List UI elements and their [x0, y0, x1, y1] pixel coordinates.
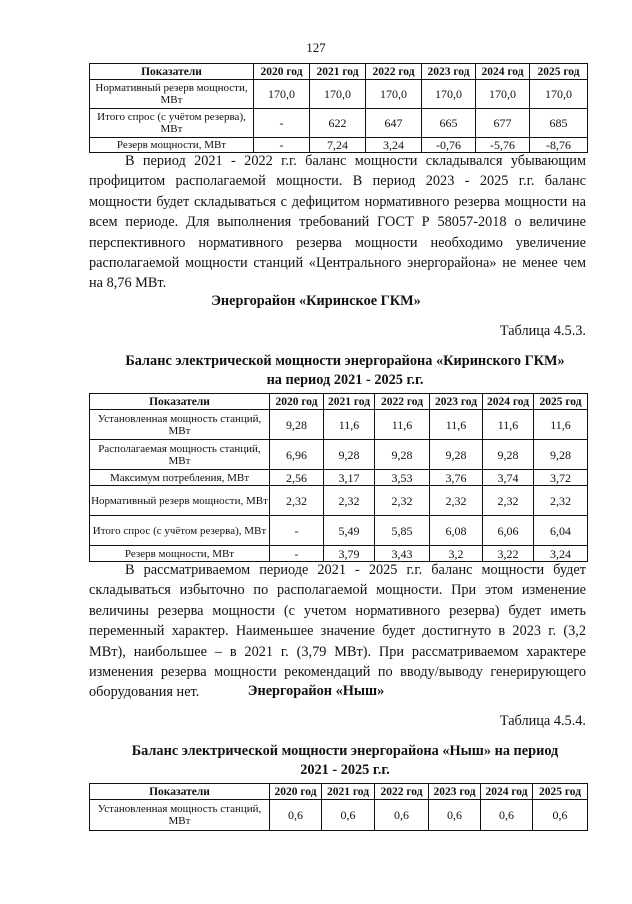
value-cell: -0,76 — [422, 138, 476, 153]
value-cell: - — [270, 516, 324, 546]
header-cell: 2025 год — [534, 394, 588, 410]
value-cell: 0,6 — [375, 800, 429, 831]
value-cell: 0,6 — [270, 800, 322, 831]
value-cell: 685 — [530, 109, 588, 138]
value-cell: 0,6 — [481, 800, 533, 831]
header-cell: 2020 год — [254, 64, 310, 80]
value-cell: 3,43 — [375, 546, 430, 562]
value-cell: 2,32 — [324, 486, 375, 516]
value-cell: 5,49 — [324, 516, 375, 546]
value-cell: 3,24 — [534, 546, 588, 562]
value-cell: 7,24 — [310, 138, 366, 153]
table-header-row — [90, 394, 588, 410]
header-cell: 2020 год — [270, 394, 324, 410]
paragraph-central-conclusion — [89, 151, 586, 294]
header-cell: 2023 год — [429, 784, 481, 800]
header-cell: 2022 год — [375, 784, 429, 800]
paragraph-text: В период 2021 - 2022 г.г. баланс мощности складывался убывающим профицитом располагаемой мощности. В период 2023 - 2025 г.г. баланс мощности будет складываться с дефицитом нормативного резерва мощности на всем периоде. Для выполнения требований ГОСТ Р 58057-2018 о величине перспективного нормативного резерва мощности необходимо увеличение располагаемой мощности станций «Центрального энергорайона» не менее чем на 8,76 МВт. — [89, 153, 586, 292]
value-cell: 0,6 — [322, 800, 375, 831]
value-cell: 3,79 — [324, 546, 375, 562]
value-cell: 2,32 — [430, 486, 483, 516]
value-cell: 9,28 — [324, 440, 375, 470]
value-cell: 3,76 — [430, 470, 483, 486]
header-cell: 2021 год — [324, 394, 375, 410]
value-cell: 6,04 — [534, 516, 588, 546]
value-cell: 0,6 — [533, 800, 588, 831]
header-cell: 2025 год — [533, 784, 588, 800]
value-cell: 2,32 — [483, 486, 534, 516]
value-cell: 3,53 — [375, 470, 430, 486]
value-cell: 665 — [422, 109, 476, 138]
table-label: Таблица 4.5.4. — [499, 713, 586, 729]
row-label: Установленная мощность станций, МВт — [90, 800, 270, 831]
section-heading-kirinskoe: Энергорайон «Киринское ГКМ» — [211, 293, 421, 309]
table-row — [90, 410, 588, 440]
table-row — [90, 80, 588, 109]
row-label: Резерв мощности, МВт — [90, 138, 254, 153]
value-cell: 3,74 — [483, 470, 534, 486]
header-cell: 2020 год — [270, 784, 322, 800]
value-cell: 170,0 — [476, 80, 530, 109]
header-cell: 2023 год — [422, 64, 476, 80]
table-label: Таблица 4.5.3. — [499, 323, 586, 339]
value-cell: 9,28 — [534, 440, 588, 470]
value-cell: 170,0 — [254, 80, 310, 109]
value-cell: 5,85 — [375, 516, 430, 546]
table-title-line: 2021 - 2025 г.г. — [300, 762, 390, 778]
value-cell: 6,08 — [430, 516, 483, 546]
value-cell: 170,0 — [310, 80, 366, 109]
table-nysh-balance — [89, 783, 588, 831]
header-cell: Показатели — [90, 64, 254, 80]
value-cell: 170,0 — [422, 80, 476, 109]
value-cell: 2,32 — [270, 486, 324, 516]
header-cell: 2025 год — [530, 64, 588, 80]
value-cell: 6,96 — [270, 440, 324, 470]
value-cell: 6,06 — [483, 516, 534, 546]
value-cell: -8,76 — [530, 138, 588, 153]
value-cell: 647 — [366, 109, 422, 138]
table-row — [90, 109, 588, 138]
table-title-line: Баланс электрической мощности энергорайона «Киринского ГКМ» — [125, 353, 565, 369]
table-central-balance — [89, 63, 588, 153]
value-cell: 170,0 — [366, 80, 422, 109]
value-cell: 2,32 — [534, 486, 588, 516]
table-title — [100, 352, 590, 390]
value-cell: 3,2 — [430, 546, 483, 562]
value-cell: - — [254, 109, 310, 138]
table-header-row — [90, 784, 588, 800]
value-cell: 11,6 — [375, 410, 430, 440]
row-label: Резерв мощности, МВт — [90, 546, 270, 562]
table-title-line: на период 2021 - 2025 г.г. — [266, 372, 424, 388]
value-cell: 3,22 — [483, 546, 534, 562]
value-cell: - — [270, 546, 324, 562]
value-cell: 9,28 — [430, 440, 483, 470]
table-row — [90, 470, 588, 486]
header-cell: 2024 год — [483, 394, 534, 410]
value-cell: 9,28 — [483, 440, 534, 470]
value-cell: 3,24 — [366, 138, 422, 153]
row-label: Нормативный резерв мощности, МВт — [90, 80, 254, 109]
value-cell: - — [254, 138, 310, 153]
header-cell: 2024 год — [476, 64, 530, 80]
row-label: Располагаемая мощность станций, МВт — [90, 440, 270, 470]
table-row — [90, 516, 588, 546]
value-cell: 3,17 — [324, 470, 375, 486]
header-cell: 2021 год — [322, 784, 375, 800]
row-label: Нормативный резерв мощности, МВт — [90, 486, 270, 516]
value-cell: 11,6 — [483, 410, 534, 440]
header-cell: 2022 год — [375, 394, 430, 410]
row-label: Установленная мощность станций, МВт — [90, 410, 270, 440]
value-cell: 622 — [310, 109, 366, 138]
table-title — [100, 742, 590, 780]
table-row — [90, 440, 588, 470]
value-cell: 2,56 — [270, 470, 324, 486]
paragraph-kirinskoe-conclusion — [89, 560, 586, 703]
table-title-line: Баланс электрической мощности энергорайона «Ныш» на период — [131, 743, 559, 759]
value-cell: 9,28 — [270, 410, 324, 440]
table-row — [90, 486, 588, 516]
value-cell: 11,6 — [534, 410, 588, 440]
row-label: Итого спрос (с учётом резерва), МВт — [90, 109, 254, 138]
header-cell: 2024 год — [481, 784, 533, 800]
table-kirinskoe-balance — [89, 393, 588, 562]
header-cell: 2021 год — [310, 64, 366, 80]
table-header-row — [90, 64, 588, 80]
value-cell: 9,28 — [375, 440, 430, 470]
row-label: Итого спрос (с учётом резерва), МВт — [90, 516, 270, 546]
value-cell: -5,76 — [476, 138, 530, 153]
section-heading-nysh: Энергорайон «Ныш» — [247, 683, 385, 699]
paragraph-text: В рассматриваемом периоде 2021 - 2025 г.г. баланс мощности будет складываться избыточно по располагаемой мощности. При этом изменение величины резерва мощности (с учетом нормативного резерва) будет иметь переменный характер. Наименьшее значение будет достигнуто в 2023 г. (3,2 МВт), наибольшее – в 2021 г. (3,79 МВт). При рассматриваемом характере изменения резерва мощности рекомендаций по вводу/выводу генерирующего оборудования нет. — [89, 562, 586, 701]
value-cell: 677 — [476, 109, 530, 138]
value-cell: 170,0 — [530, 80, 588, 109]
value-cell: 11,6 — [430, 410, 483, 440]
header-cell: Показатели — [90, 394, 270, 410]
table-row — [90, 800, 588, 831]
row-label: Максимум потребления, МВт — [90, 470, 270, 486]
value-cell: 2,32 — [375, 486, 430, 516]
header-cell: 2022 год — [366, 64, 422, 80]
header-cell: 2023 год — [430, 394, 483, 410]
value-cell: 3,72 — [534, 470, 588, 486]
value-cell: 11,6 — [324, 410, 375, 440]
page-number: 127 — [306, 40, 326, 55]
value-cell: 0,6 — [429, 800, 481, 831]
header-cell: Показатели — [90, 784, 270, 800]
